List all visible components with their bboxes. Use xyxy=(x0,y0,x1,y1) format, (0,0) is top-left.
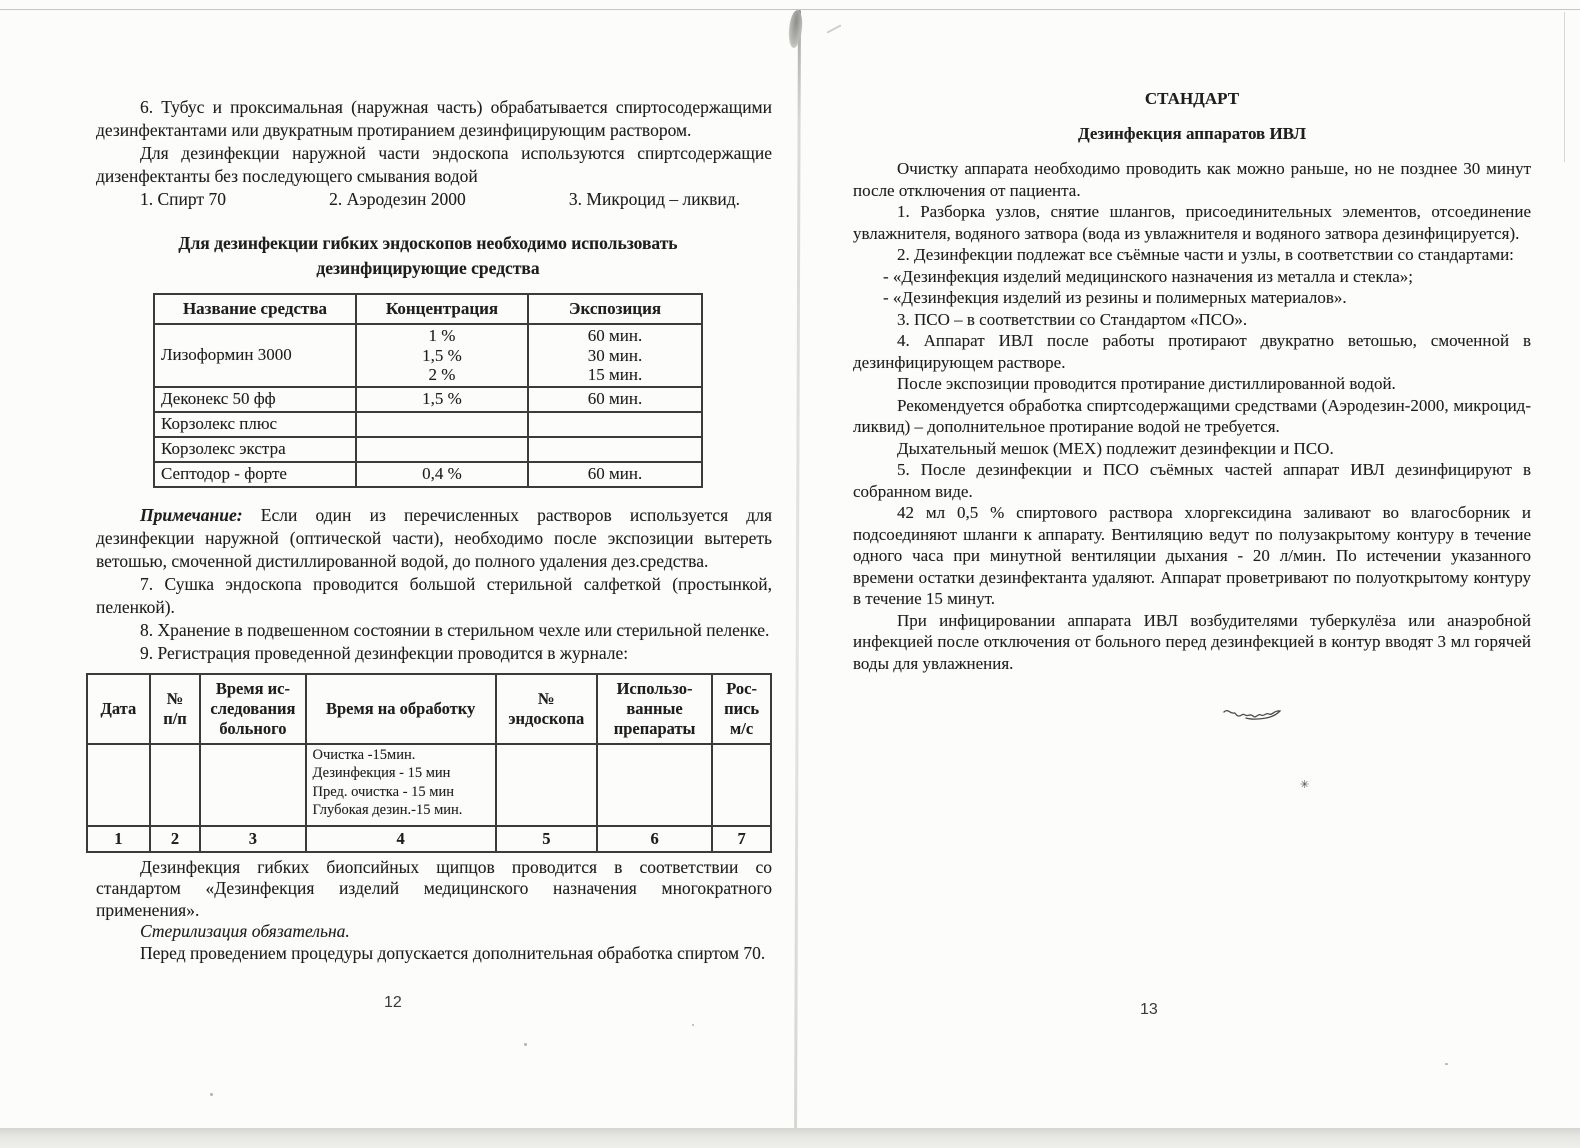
scan-speck xyxy=(692,1024,694,1026)
paragraph: Очистку аппарата необходимо проводить как можно раньше, но не позднее 30 минут после отключения от пациента. xyxy=(853,159,1531,200)
paragraph-sterilization-required: Стерилизация обязательна. xyxy=(140,921,350,941)
fold-mark xyxy=(826,24,841,33)
scan-speck xyxy=(210,1093,213,1096)
page-fold-crease xyxy=(794,10,801,1138)
paragraph: Рекомендуется обработка спиртсодержащими средствами (Аэродезин-2000, микроцид-ликвид) – дополнительное протирание водой не требуется. xyxy=(853,395,1531,436)
paragraph: 4. Аппарат ИВЛ после работы протирают двукратно ветошью, смоченной в дезинфицирующем растворе. xyxy=(853,331,1531,372)
scan-right-edge-line xyxy=(1564,12,1565,162)
paragraph: После экспозиции проводится протирание дистиллированной водой. xyxy=(897,374,1396,393)
cell-processing-times: Очистка -15мин. Дезинфекция - 15 мин Пред. очистка - 15 мин Глубокая дезин.-15 мин. xyxy=(306,744,496,826)
journal-column-numbers-row: 1 2 3 4 5 6 7 xyxy=(87,826,771,852)
table-row: Деконекс 50 фф 1,5 % 60 мин. xyxy=(154,387,702,412)
bullet-item: - «Дезинфекция изделий медицинского назначения из металла и стекла»; xyxy=(883,266,1413,286)
document-subtitle: Дезинфекция аппаратов ИВЛ xyxy=(1077,123,1307,143)
paragraph: 3. ПСО – в соответствии со Стандартом «ПСО». xyxy=(897,309,1248,329)
table-row: Корзолекс плюс xyxy=(154,412,702,437)
col-header-number: № п/п xyxy=(150,674,201,744)
paragraph: 1. Разборка узлов, снятие шлангов, присоединительных элементов, отсоединение увлажнителя, водяного затвора (вода из увлажнителя и водяного затвора дезинфицируется). xyxy=(853,202,1531,243)
paragraph: 2. Дезинфекции подлежат все съёмные части и узлы, в соответствии со стандартами: xyxy=(897,245,1514,264)
paragraph-item-8: 8. Хранение в подвешенном состоянии в стерильном чехле или стерильной пеленке. xyxy=(140,619,770,640)
table-header-row xyxy=(154,294,702,324)
table-row xyxy=(154,324,702,387)
col-header-endoscope-number: № эндоскопа xyxy=(496,674,597,744)
agent-microcid: 3. Микроцид – ликвид. xyxy=(568,189,740,209)
col-header-concentration: Концентрация xyxy=(356,294,528,324)
registration-journal-table xyxy=(86,673,772,853)
disinfectants-table-heading: Для дезинфекции гибких эндоскопов необходимо использовать дезинфицирующие средства xyxy=(178,233,678,278)
paragraph-alcohol-disinfectants: Для дезинфекции наружной части эндоскопа используются спиртсодержащие дизенфектанты без последующего смывания водой xyxy=(96,143,772,186)
note-text: Если один из перечисленных растворов используется для дезинфекции наружной (оптической части), необходимо после экспозиции вытереть ветошью, смоченной дистиллированной водой, до полного удаления дез.средства. xyxy=(96,504,772,571)
col-header-exam-time: Время ис- следования больного xyxy=(200,674,305,744)
handwritten-scribble-mark xyxy=(1222,704,1284,726)
col-header-date: Дата xyxy=(87,674,150,744)
ink-mark: ✳ xyxy=(1300,779,1310,791)
paragraph-biopsy-forceps: Дезинфекция гибких биопсийных щипцов проводится в соответствии со стандартом «Дезинфекция изделий медицинского назначения многократного применения». xyxy=(96,856,772,920)
agent-spirit: 1. Спирт 70 xyxy=(140,189,226,209)
scan-speck xyxy=(524,1043,527,1046)
standard-title: СТАНДАРТ xyxy=(1144,89,1240,108)
agent-aerodesin: 2. Аэродезин 2000 xyxy=(329,189,466,209)
agents-list xyxy=(96,188,740,211)
col-header-signature: Рос- пись м/с xyxy=(712,674,771,744)
disinfectants-table xyxy=(153,293,703,488)
table-row: Септодор - форте 0,4 % 60 мин. xyxy=(154,462,702,487)
col-header-processing-time: Время на обработку xyxy=(306,674,496,744)
page-number-left: 12 xyxy=(384,994,402,1011)
paragraph-item-9: 9. Регистрация проведенной дезинфекции проводится в журнале: xyxy=(140,642,629,663)
paragraph: 5. После дезинфекции и ПСО съёмных частей аппарат ИВЛ дезинфицируют в собранном виде. xyxy=(853,460,1531,501)
table-row: Корзолекс экстра xyxy=(154,437,702,462)
paragraph: При инфицировании аппарата ИВЛ возбудителями туберкулёза или анаэробной инфекцией после отключения от больного перед дезинфекцией в контур вводят 3 мл горячей воды для увлажнения. xyxy=(853,610,1531,673)
paragraph-item-6: 6. Тубус и проксимальная (наружная часть) обрабатывается спиртосодержащими дезинфектантами или двукратным протиранием дезинфицирующим раствором. xyxy=(96,97,772,140)
note-label: Примечание: xyxy=(140,504,243,525)
col-header-name: Название средства xyxy=(154,294,356,324)
fold-shadow-blob xyxy=(787,9,804,48)
page-number-right: 13 xyxy=(1140,1001,1158,1018)
paragraph: 42 мл 0,5 % спиртового раствора хлоргексидина заливают во влагосборник и подсоединяют шланги к аппарату. Вентиляцию ведут по полузакрытому контуру в течение одного часа при минутной вентиляции дыхания - 20 л/мин. По истечении указанного времени остатки дезинфектанта удаляют. Аппарат проветривают по полуоткрытому контуру в течение 15 минут. xyxy=(853,503,1531,608)
scan-speck xyxy=(1445,1063,1448,1065)
cell-agent-name: Лизоформин 3000 xyxy=(154,324,356,387)
paragraph-before-procedure: Перед проведением процедуры допускается дополнительная обработка спиртом 70. xyxy=(140,942,766,963)
col-header-preparations: Использо- ванные препараты xyxy=(597,674,712,744)
cell-exposures: 60 мин. 30 мин. 15 мин. xyxy=(528,324,702,387)
scan-top-edge-line xyxy=(0,9,1580,10)
bullet-item: - «Дезинфекция изделий из резины и полимерных материалов». xyxy=(883,288,1347,307)
col-header-exposure: Экспозиция xyxy=(528,294,702,324)
journal-header-row xyxy=(87,674,771,744)
paragraph: Дыхательный мешок (МЕХ) подлежит дезинфекции и ПСО. xyxy=(897,438,1334,458)
left-page xyxy=(96,96,772,964)
paragraph-item-7: 7. Сушка эндоскопа проводится большой стерильной салфеткой (простынкой, пеленкой). xyxy=(96,573,772,617)
note-paragraph xyxy=(96,504,772,573)
journal-process-row xyxy=(87,744,771,826)
scan-bottom-edge-shadow xyxy=(0,1128,1580,1148)
cell-concentrations: 1 % 1,5 % 2 % xyxy=(356,324,528,387)
right-page xyxy=(853,88,1531,674)
